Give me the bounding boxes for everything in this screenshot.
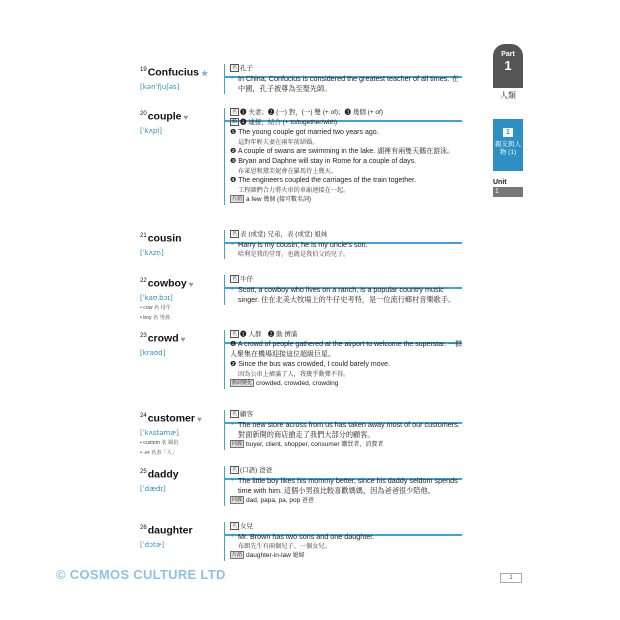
part-of-speech [230, 522, 462, 532]
translation: 布萊恩和黛芙妮會在羅馬待上幾天。 [238, 168, 337, 175]
pos-text: 顧客 [240, 411, 254, 418]
pos-box: 動 [232, 119, 238, 125]
word-note: • custom 名 風俗 [140, 439, 179, 446]
definition-column [224, 230, 462, 259]
bullet-icon: • [231, 286, 234, 293]
related-text: daughter-in-law [246, 552, 291, 559]
headword [140, 64, 224, 80]
definition-column [224, 64, 462, 94]
pos-text: 女兒 [240, 523, 254, 530]
part-of-speech [230, 410, 462, 420]
related-words [230, 551, 462, 561]
pos-text: 牛仔 [240, 276, 254, 283]
phonetic: [ˈkʌstəmɚ] [140, 428, 179, 437]
star-icon: ★ [201, 68, 209, 78]
headword [140, 330, 224, 346]
definition-column [224, 108, 462, 205]
heart-icon: ♥ [183, 112, 189, 122]
related-words [230, 379, 462, 389]
related-tag: 同義 [232, 441, 243, 447]
related-words [230, 496, 462, 506]
related-tag: 動詞變化 [232, 380, 253, 386]
related-text: a few [246, 196, 262, 203]
example-text: The new store across from us has taken away most of our customers. 對面新開的商店搶走了我們大部分的顧客。 [238, 420, 460, 439]
phonetic: [ˈdɔtɚ] [140, 540, 165, 549]
headword-text: daughter [147, 524, 193, 537]
definition-column [224, 275, 462, 305]
pos-text: ❹ 連接，結合 (+ to/together/with) [240, 119, 338, 126]
pos-box: 名 [232, 331, 238, 337]
headword-column [140, 64, 224, 91]
bullet-icon: • [231, 75, 234, 82]
headword-text: cousin [147, 232, 182, 245]
example-sentence [230, 532, 462, 542]
example-text: Scott, a cowboy who lives on a ranch, is a popular country music singer. 住在北美大牧場上的牛仔史考特，是一位流行鄉村音樂歌手。 [238, 285, 456, 304]
pos-text: ❶ 人群 ❷ 動 擠滿 [240, 331, 298, 338]
headword-column [140, 275, 224, 322]
heart-icon: ♥ [180, 334, 186, 344]
example-sentence [230, 240, 462, 250]
part-tab[interactable] [493, 44, 523, 88]
phonetic: [ˈdædɪ] [140, 484, 166, 493]
numbered-example: ❶ A crowd of people gathered at the airport to welcome the superstar. 一群人聚集在機場迎接這位超級巨星。 [230, 341, 462, 358]
unit-number: 1 [493, 187, 523, 197]
unit-label: Unit [493, 179, 507, 186]
part-title: 人類 [500, 91, 516, 100]
part-of-speech [230, 275, 462, 285]
headword-column [140, 230, 224, 257]
numbered-example: ❷ A couple of swans are swimming in the lake. 湖裡有兩隻天鵝在游泳。 [230, 148, 455, 155]
entry-number: 20 [140, 111, 147, 117]
example-sentence [230, 420, 462, 440]
numbered-example: ❸ Bryan and Daphne will stay in Rome for a couple of days. [230, 158, 417, 165]
definition-column [224, 410, 462, 450]
entry-number: 19 [140, 67, 147, 73]
headword-text: Confucius [147, 66, 200, 79]
related-words [230, 440, 462, 450]
related-tag: 片語 [232, 552, 243, 558]
translation: 因為公車上擠滿了人，我幾乎動彈不得。 [238, 371, 350, 378]
example-sentence [230, 476, 462, 496]
pos-box: 名 [232, 523, 238, 529]
related-text: crowded, crowded, crowding [256, 380, 339, 387]
entry-number: 23 [140, 333, 147, 339]
example-text: Harry is my cousin; he is my uncle's son. [238, 240, 368, 249]
phonetic: [ˈkaʊˌbɔɪ] [140, 293, 173, 302]
pos-text: ❶ 夫妻；❷ (一) 對，(一) 雙 (+ of)；❸ 幾個 (+ of) [240, 109, 384, 116]
example-sentence [230, 74, 462, 94]
translation: 工程師們合力將火車的車廂連接在一起。 [238, 187, 350, 194]
part-number: 1 [504, 58, 512, 73]
related-text: dad, papa, pa, pop [246, 497, 301, 504]
headword-column [140, 108, 224, 135]
pos-box: 名 [232, 411, 238, 417]
headword-text: cowboy [147, 277, 187, 290]
headword [140, 466, 224, 482]
entry-number: 22 [140, 278, 147, 284]
example-sentence [230, 285, 462, 305]
pos-box: 名 [232, 109, 238, 115]
headword-column [140, 410, 224, 457]
part-of-speech [230, 330, 462, 340]
word-note: • cow 名 母牛 [140, 304, 171, 311]
headword [140, 275, 224, 291]
translation: 這對年輕夫妻在兩年前結婚。 [238, 139, 319, 146]
watermark: © COSMOS CULTURE LTD [56, 567, 226, 582]
related-translation: 爸爸 [302, 498, 315, 504]
page-number: 1 [500, 573, 522, 583]
chapter-tab[interactable] [493, 119, 523, 171]
part-of-speech [230, 118, 462, 128]
entry-number: 24 [140, 413, 147, 419]
headword-text: daddy [147, 468, 179, 481]
related-tag: 同義 [232, 497, 243, 503]
related-words [230, 195, 462, 205]
part-of-speech [230, 230, 462, 240]
pos-box: 名 [232, 231, 238, 237]
related-translation: 幾個 (接可數名詞) [263, 197, 312, 203]
numbered-example: ❶ The young couple got married two years ago. [230, 129, 379, 136]
definition-column [224, 466, 462, 506]
part-of-speech [230, 64, 462, 74]
chapter-sidebar [493, 44, 523, 197]
part-label: Part [501, 51, 515, 58]
headword-text: couple [147, 110, 182, 123]
translation: 哈利是我的堂哥，也就是我伯父的兒子。 [238, 251, 350, 258]
part-of-speech [230, 466, 462, 476]
headword-text: crowd [147, 332, 179, 345]
word-note: • -er 名表「人」 [140, 449, 177, 456]
headword [140, 108, 224, 124]
pos-text: 孔子 [240, 65, 254, 72]
bullet-icon: • [231, 477, 234, 484]
translation: 布朗先生有兩個兒子、一個女兒。 [238, 543, 331, 550]
related-tag: 片語 [232, 196, 243, 202]
related-translation: 媳婦 [292, 553, 305, 559]
headword-column [140, 330, 224, 357]
pos-box: 名 [232, 276, 238, 282]
bullet-icon: • [231, 421, 234, 428]
pos-box: 名 [232, 65, 238, 71]
phonetic: [ˈkʌpl̩] [140, 126, 162, 135]
example-text: Mr. Brown has two sons and one daughter. [238, 532, 375, 541]
definition-column [224, 330, 462, 389]
definition-column [224, 522, 462, 561]
pos-text: (口語) 爸爸 [240, 467, 273, 474]
pos-box: 名 [232, 467, 238, 473]
heart-icon: ♥ [188, 279, 194, 289]
numbered-example: ❷ Since the bus was crowded, I could barely move. [230, 361, 390, 368]
numbered-example: ❹ The engineers coupled the carriages of the train together. [230, 177, 416, 184]
bullet-icon: • [231, 241, 234, 248]
example-text: The little boy likes his mommy better, since his daddy seldom spends time with him. 這個小男孩比較喜歡媽媽，因為爸爸很少陪他。 [238, 476, 458, 495]
chapter-title: 親友與人物 (1) [495, 141, 521, 156]
bullet-icon: • [231, 533, 234, 540]
related-translation: 購買者，消費者 [341, 442, 384, 448]
pos-text: 表 (或堂) 兄弟，表 (或堂) 姐妹 [240, 231, 328, 238]
chapter-number: 1 [503, 128, 513, 137]
heart-icon: ♥ [196, 414, 202, 424]
part-of-speech [230, 108, 462, 118]
entry-number: 21 [140, 233, 147, 239]
phonetic: [kraʊd] [140, 348, 166, 357]
entry-number: 26 [140, 525, 147, 531]
headword [140, 522, 224, 538]
entry-number: 25 [140, 469, 147, 475]
headword-column [140, 522, 224, 549]
headword-text: customer [147, 412, 195, 425]
phonetic: [ˈkʌzn̩] [140, 248, 164, 257]
example-text: In China, Confucius is considered the greatest teacher of all times. 在中國，孔子被尊為至聖先師。 [238, 74, 459, 93]
related-text: buyer, client, shopper, consumer [246, 441, 340, 448]
headword [140, 230, 224, 246]
headword-column [140, 466, 224, 493]
headword [140, 410, 224, 426]
word-note: • boy 名 男孩 [140, 314, 171, 321]
phonetic: [kənˈfjuʃəs] [140, 82, 180, 91]
